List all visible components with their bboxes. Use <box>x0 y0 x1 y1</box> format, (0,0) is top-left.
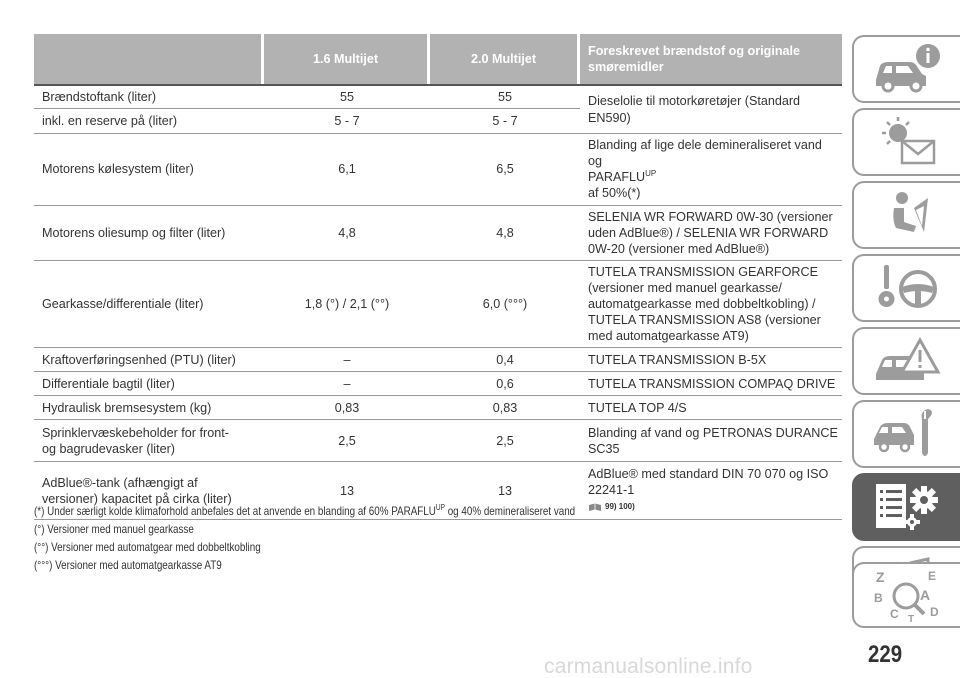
tab-starting-driving[interactable] <box>852 254 960 322</box>
tab-warning-lights[interactable] <box>852 108 960 176</box>
footnote-asterisk <box>34 502 697 520</box>
row-label <box>34 420 264 462</box>
page-number: 229 <box>868 641 903 668</box>
fuel-spec-diesel: Dieselolie til motorkøretøjer (Standard EN590) <box>580 84 842 134</box>
table-row <box>34 396 842 420</box>
key-steering-wheel-icon <box>870 259 944 317</box>
fuel-spec: SELENIA WR FORWARD 0W-30 (versioner uden AdBlue®) / SELENIA WR FORWARD 0W-20 (versioner med AdBlue®) <box>580 206 842 261</box>
table-row <box>34 372 842 396</box>
value-16: 1,8 (°) / 2,1 (°°) <box>264 261 430 349</box>
fuel-spec: TUTELA TOP 4/S <box>580 396 842 420</box>
index-letter: Z <box>876 569 885 585</box>
table-row <box>34 134 842 205</box>
table-row <box>34 206 842 261</box>
fuel-line: af 50%(*) <box>588 186 641 201</box>
tab-safety[interactable] <box>852 181 960 249</box>
row-label: inkl. en reserve på (liter) <box>34 109 264 134</box>
fuel-spec: TUTELA TRANSMISSION GEARFORCE (versioner med manuel gearkasse/ automatgearkasse med dobbeltkobling) / TUTELA TRANSMISSION AS8 (versioner med automatgearkasse AT9) <box>580 261 842 349</box>
value-20: 6,0 (°°°) <box>430 261 580 349</box>
value-20: 5 - 7 <box>430 109 580 134</box>
table-header-row <box>34 34 842 84</box>
tab-emergency[interactable] <box>852 327 960 395</box>
fuel-spec: Blanding af vand og PETRONAS DURANCE SC35 <box>580 420 842 462</box>
footnote-text: (*) Under særligt kolde klimaforhold anbefales det at anvende en blanding af 60% PARAFLU <box>34 504 436 518</box>
label-line: og bagrudevasker (liter) <box>42 441 175 456</box>
value-20: 4,8 <box>430 206 580 261</box>
row-label: Motorens oliesump og filter (liter) <box>34 206 264 261</box>
breakdown-icon <box>870 332 944 390</box>
index-icon <box>870 566 944 624</box>
maintenance-icon <box>870 405 944 463</box>
value-20: 2,5 <box>430 420 580 462</box>
footnote-triple-degree: (°°°) Versioner med automatgearkasse AT9 <box>34 558 222 572</box>
label-line: Sprinklervæskebeholder for front- <box>42 425 229 440</box>
value-20: 55 <box>430 84 580 109</box>
value-20: 13 <box>430 462 580 520</box>
superscript: UP <box>645 169 657 179</box>
value-16: 0,83 <box>264 396 430 420</box>
watermark: carmanualsonline.info <box>544 655 753 678</box>
tab-car-info[interactable] <box>852 35 960 103</box>
index-letter: T <box>908 614 915 624</box>
row-label: Brændstoftank (liter) <box>34 84 264 109</box>
table-row <box>34 84 842 109</box>
row-label: Kraftoverføringsenhed (PTU) (liter) <box>34 348 264 372</box>
fuel-spec: TUTELA TRANSMISSION COMPAQ DRIVE <box>580 372 842 396</box>
row-label: Hydraulisk bremsesystem (kg) <box>34 396 264 420</box>
car-info-icon <box>870 40 944 98</box>
index-letter: A <box>920 587 931 603</box>
value-20: 0,4 <box>430 348 580 372</box>
index-letter: B <box>874 591 883 605</box>
label-line: AdBlue®-tank (afhængigt af <box>42 475 198 490</box>
value-16: 6,1 <box>264 134 430 205</box>
technical-data-icon <box>870 478 944 536</box>
tab-technical-data[interactable] <box>852 473 960 541</box>
chapter-tabs <box>852 35 960 615</box>
footnotes <box>34 502 842 574</box>
header-empty <box>34 34 264 84</box>
fuel-spec <box>580 134 842 205</box>
table-row <box>34 420 842 462</box>
tab-maintenance[interactable] <box>852 400 960 468</box>
header-16-multijet: 1.6 Multijet <box>264 34 430 84</box>
value-20: 6,5 <box>430 134 580 205</box>
reference-numbers: 99) 100) <box>605 502 635 512</box>
label-line: versioner) kapacitet på cirka (liter) <box>42 491 232 506</box>
table-row <box>34 261 842 349</box>
value-16: – <box>264 348 430 372</box>
row-label: Differentiale bagtil (liter) <box>34 372 264 396</box>
value-16: 55 <box>264 84 430 109</box>
warning-lights-icon <box>870 113 944 171</box>
header-20-multijet: 2.0 Multijet <box>430 34 580 84</box>
value-16: 13 <box>264 462 430 520</box>
footnote-degree: (°) Versioner med manuel gearkasse <box>34 522 194 536</box>
fuel-text: AdBlue® med standard DIN 70 070 og ISO 22241-1 <box>588 466 829 498</box>
row-label: Motorens kølesystem (liter) <box>34 134 264 205</box>
index-letter: C <box>890 607 899 621</box>
footnote-text: og 40% demineraliseret vand <box>444 504 576 518</box>
index-letter: E <box>928 569 937 583</box>
value-16: – <box>264 372 430 396</box>
row-label: Gearkasse/differentiale (liter) <box>34 261 264 349</box>
footnote-double-degree: (°°) Versioner med automatgear med dobbeltkobling <box>34 540 261 554</box>
value-20: 0,6 <box>430 372 580 396</box>
value-20: 0,83 <box>430 396 580 420</box>
superscript: UP <box>435 503 445 512</box>
fuel-line: PARAFLU <box>588 170 646 185</box>
airbag-seat-icon <box>870 186 944 244</box>
value-16: 2,5 <box>264 420 430 462</box>
fuel-line: Blanding af lige dele demineraliseret vand og <box>588 138 822 169</box>
value-16: 5 - 7 <box>264 109 430 134</box>
header-fuel-lubricants: Foreskrevet brændstof og originale smøremidler <box>580 34 842 84</box>
tab-index[interactable] <box>852 562 960 628</box>
value-16: 4,8 <box>264 206 430 261</box>
table-row <box>34 348 842 372</box>
fuel-spec: TUTELA TRANSMISSION B-5X <box>580 348 842 372</box>
specifications-table <box>34 34 842 520</box>
index-letter: D <box>930 605 939 619</box>
